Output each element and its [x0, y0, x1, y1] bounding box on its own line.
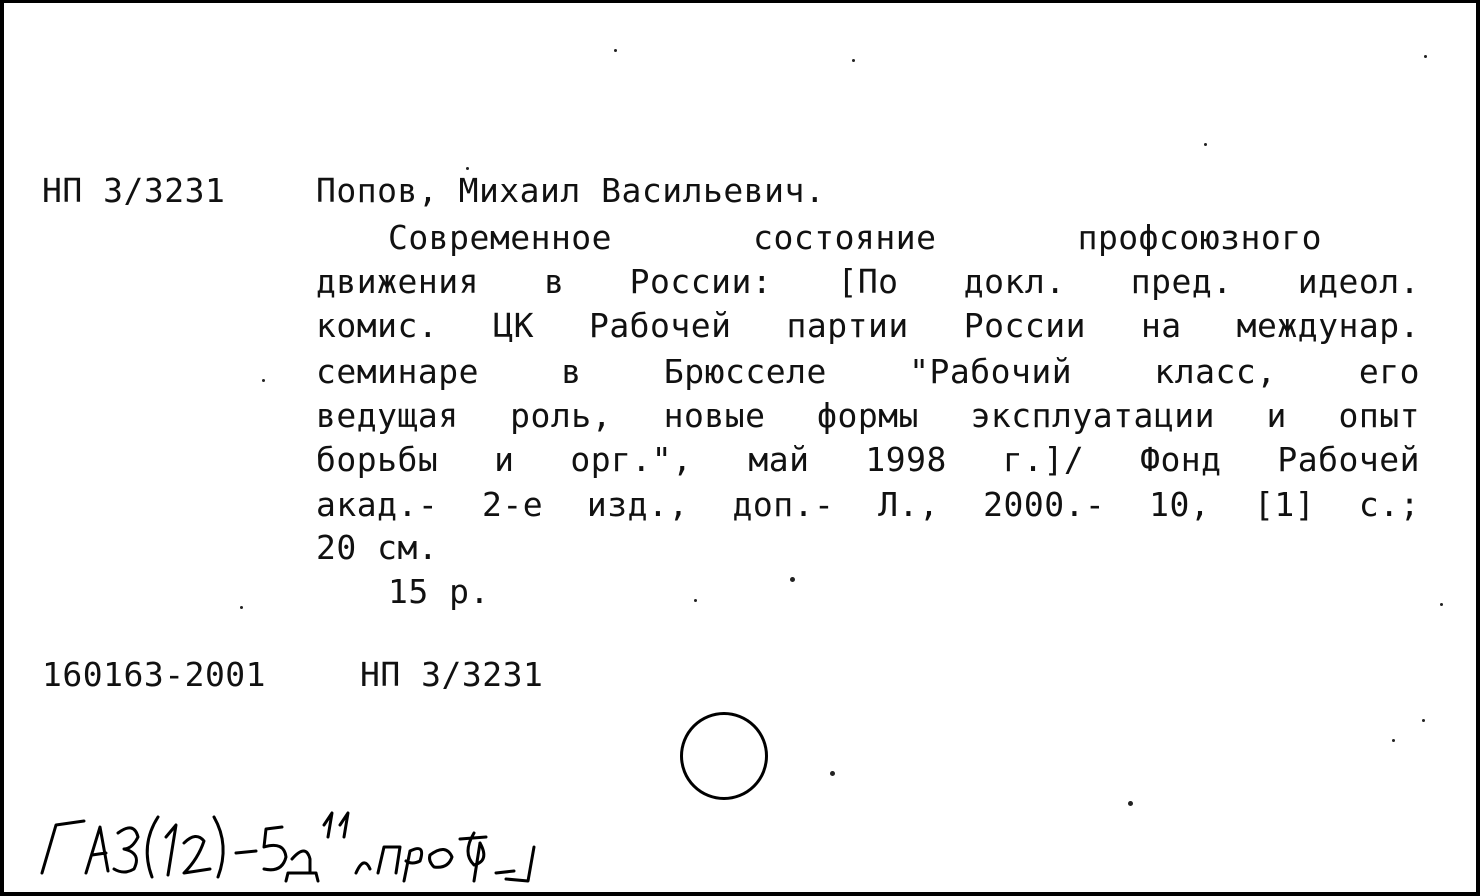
description-line-5: ведущая роль, новые формы эксплуатации и опыт: [316, 396, 1420, 435]
speck: [852, 59, 855, 62]
speck: [1422, 719, 1425, 722]
speck: [1392, 739, 1395, 742]
speck: [1128, 801, 1133, 806]
speck: [240, 606, 243, 609]
speck: [790, 577, 795, 582]
description-line-4: семинаре в Брюсселе "Рабочий класс, его: [316, 352, 1420, 391]
call-number: НП 3/3231: [42, 171, 226, 210]
description-line-2: движения в России: [По докл. пред. идеол.: [316, 262, 1420, 301]
speck: [1424, 55, 1427, 58]
speck: [1204, 143, 1207, 146]
speck: [262, 379, 265, 382]
handwritten-note: [34, 803, 594, 883]
price: 15 р.: [388, 572, 490, 611]
speck: [614, 49, 617, 52]
speck: [830, 771, 835, 776]
description-line-8: 20 см.: [316, 528, 439, 567]
speck: [466, 167, 469, 170]
speck: [694, 599, 697, 602]
accession-call-number: НП 3/3231: [360, 655, 544, 694]
punch-hole-circle: [680, 712, 768, 800]
speck: [1440, 603, 1443, 606]
description-line-1: Современное состояние профсоюзного: [388, 218, 1322, 257]
accession-number: 160163-2001: [42, 655, 267, 694]
description-line-6: борьбы и орг.", май 1998 г.]/ Фонд Рабочей: [316, 440, 1420, 479]
author-heading: Попов, Михаил Васильевич.: [316, 171, 826, 210]
description-line-3: комис. ЦК Рабочей партии России на междунар.: [316, 306, 1420, 345]
description-line-7: акад.- 2-е изд., доп.- Л., 2000.- 10, [1] с.;: [316, 485, 1420, 524]
